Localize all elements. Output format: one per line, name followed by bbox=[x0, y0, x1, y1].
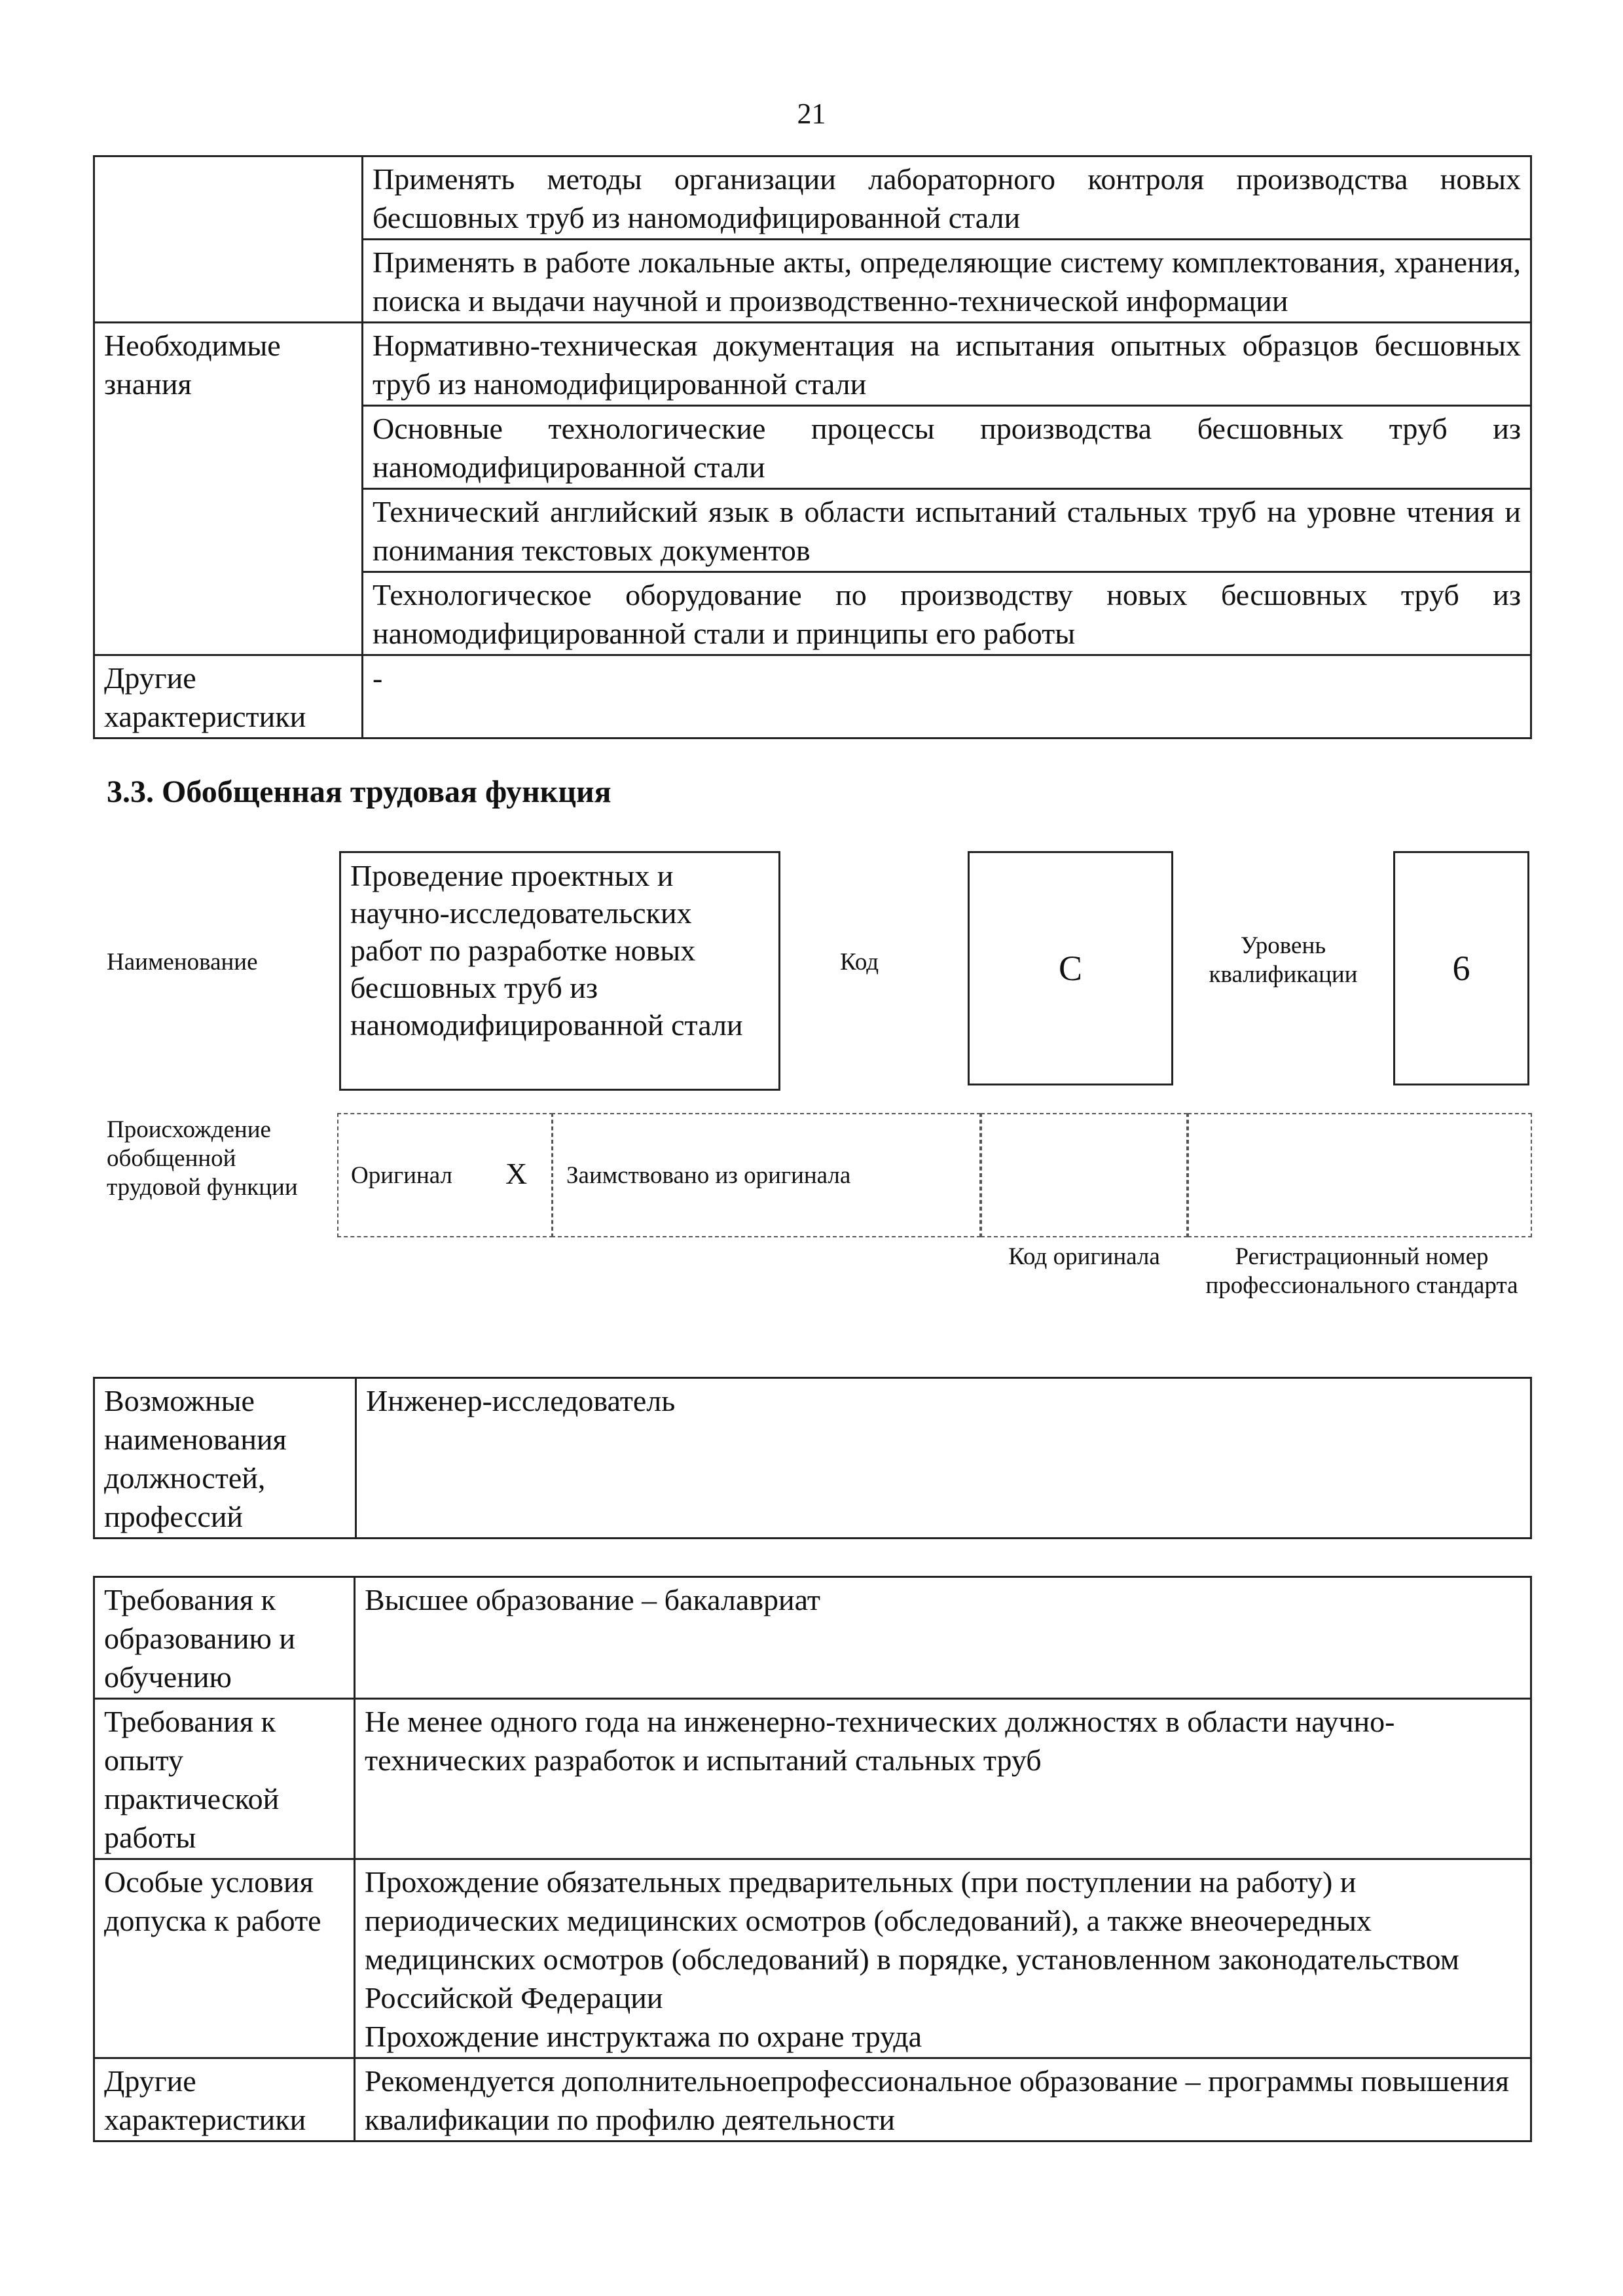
table-cell: - bbox=[363, 655, 1531, 738]
row-label: Особые условия допуска к работе bbox=[94, 1859, 355, 2058]
table-row bbox=[94, 323, 1531, 406]
section-title: 3.3. Обобщенная трудовая функция bbox=[107, 774, 611, 809]
orig-code-caption: Код оригинала bbox=[1008, 1243, 1160, 1270]
table-cell: Высшее образование – бакалавриат bbox=[355, 1577, 1531, 1699]
original-label: Оригинал bbox=[351, 1162, 453, 1189]
table-cell: Технический английский язык в области испытаний стальных труб на уровне чтения и понимания текстовых документов bbox=[363, 489, 1531, 572]
origin-label: Происхождение обобщенной трудовой функции bbox=[107, 1116, 298, 1201]
code-label: Код bbox=[840, 949, 879, 975]
knowledge-table bbox=[93, 155, 1532, 739]
row-label: Необходимые знания bbox=[94, 323, 363, 655]
row-label: Требования к опыту практической работы bbox=[94, 1699, 355, 1859]
table-cell: Инженер-исследователь bbox=[356, 1378, 1531, 1539]
requirements-table bbox=[93, 1576, 1532, 2142]
otf-code-box: C bbox=[968, 851, 1173, 1085]
otf-level-box: 6 bbox=[1393, 851, 1529, 1085]
orig-code-box bbox=[981, 1113, 1188, 1237]
table-cell: Не менее одного года на инженерно-технических должностях в области научно-технических разработок и испытаний стальных труб bbox=[355, 1699, 1531, 1859]
row-label: Другие характеристики bbox=[94, 655, 363, 738]
name-label: Наименование bbox=[107, 949, 258, 975]
table-cell: Применять в работе локальные акты, определяющие систему комплектования, хранения, поиска и выдачи научной и производственно-технической информации bbox=[363, 240, 1531, 323]
requirement-line: Прохождение обязательных предварительных (при поступлении на работу) и периодических медицинских осмотров (обследований), а также внеочередных медицинских осмотров (обследований) в порядке, установленном законодательством Российской Федерации bbox=[365, 1865, 1459, 2014]
table-cell: Нормативно-техническая документация на испытания опытных образцов бесшовных труб из наномодифицированной стали bbox=[363, 323, 1531, 406]
table-row bbox=[94, 1378, 1531, 1539]
requirement-line: Прохождение инструктажа по охране труда bbox=[365, 2020, 922, 2053]
table-row bbox=[94, 1859, 1531, 2058]
table-cell: Технологическое оборудование по производству новых бесшовных труб из наномодифицированной стали и принципы его работы bbox=[363, 572, 1531, 655]
table-row bbox=[94, 1577, 1531, 1699]
table-cell: Применять методы организации лабораторного контроля производства новых бесшовных труб из наномодифицированной стали bbox=[363, 156, 1531, 240]
table-cell: Рекомендуется дополнительноепрофессиональное образование – программы повышения квалификации по профилю деятельности bbox=[355, 2058, 1531, 2141]
row-label: Требования к образованию и обучению bbox=[94, 1577, 355, 1699]
row-label bbox=[94, 156, 363, 323]
level-label: Уровень квалификации bbox=[1209, 932, 1358, 988]
reg-number-box bbox=[1188, 1113, 1532, 1237]
table-row bbox=[94, 1699, 1531, 1859]
reg-number-caption: Регистрационный номер профессионального стандарта bbox=[1205, 1243, 1518, 1299]
table-row bbox=[94, 655, 1531, 738]
otf-name-box: Проведение проектных и научно-исследовательских работ по разработке новых бесшовных труб из наномодифицированной стали bbox=[339, 851, 780, 1091]
table-cell: Основные технологические процессы производства бесшовных труб из наномодифицированной стали bbox=[363, 406, 1531, 489]
original-mark: X bbox=[505, 1157, 528, 1190]
positions-table bbox=[93, 1377, 1532, 1539]
table-row bbox=[94, 2058, 1531, 2141]
borrowed-label: Заимствовано из оригинала bbox=[566, 1162, 851, 1189]
row-label: Возможные наименования должностей, профессий bbox=[94, 1378, 356, 1539]
page-number: 21 bbox=[797, 98, 826, 130]
table-row bbox=[94, 156, 1531, 240]
table-cell bbox=[355, 1859, 1531, 2058]
row-label: Другие характеристики bbox=[94, 2058, 355, 2141]
